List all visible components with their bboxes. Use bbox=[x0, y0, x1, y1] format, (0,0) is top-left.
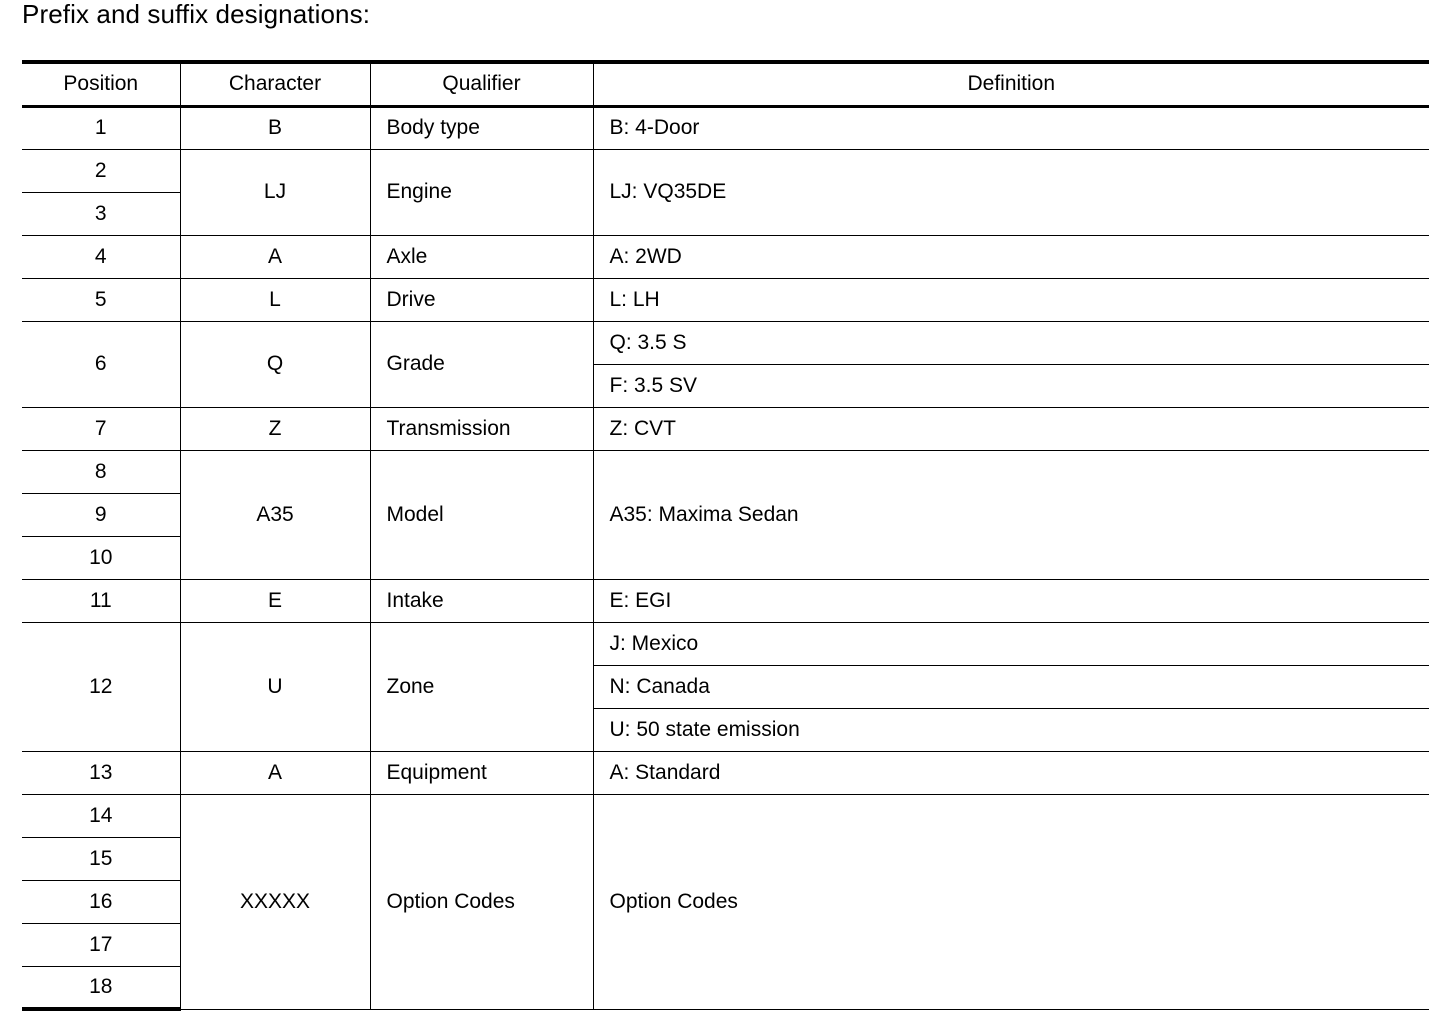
character-cell: LJ bbox=[180, 149, 370, 235]
position-cell: 11 bbox=[22, 579, 180, 622]
qualifier-cell: Transmission bbox=[370, 407, 593, 450]
position-cell: 7 bbox=[22, 407, 180, 450]
character-cell: B bbox=[180, 106, 370, 149]
position-cell: 10 bbox=[22, 536, 180, 579]
table-row bbox=[22, 450, 1429, 493]
position-cell: 16 bbox=[22, 880, 180, 923]
qualifier-cell: Option Codes bbox=[370, 794, 593, 1009]
position-cell: 3 bbox=[22, 192, 180, 235]
character-cell: E bbox=[180, 579, 370, 622]
qualifier-cell: Body type bbox=[370, 106, 593, 149]
qualifier-cell: Drive bbox=[370, 278, 593, 321]
position-cell: 1 bbox=[22, 106, 180, 149]
qualifier-cell: Grade bbox=[370, 321, 593, 407]
definition-cell: L: LH bbox=[593, 278, 1429, 321]
position-cell: 6 bbox=[22, 321, 180, 407]
table-row bbox=[22, 321, 1429, 364]
definition-cell: Z: CVT bbox=[593, 407, 1429, 450]
character-cell: XXXXX bbox=[180, 794, 370, 1009]
definition-cell: F: 3.5 SV bbox=[593, 364, 1429, 407]
position-cell: 2 bbox=[22, 149, 180, 192]
position-cell: 18 bbox=[22, 966, 180, 1009]
definition-cell: A: 2WD bbox=[593, 235, 1429, 278]
table-row bbox=[22, 622, 1429, 665]
position-cell: 12 bbox=[22, 622, 180, 751]
definition-cell: Q: 3.5 S bbox=[593, 321, 1429, 364]
definition-cell: Option Codes bbox=[593, 794, 1429, 1009]
header-definition: Definition bbox=[593, 62, 1429, 106]
table-header-row bbox=[22, 62, 1429, 106]
table-row bbox=[22, 278, 1429, 321]
definition-cell: B: 4-Door bbox=[593, 106, 1429, 149]
position-cell: 8 bbox=[22, 450, 180, 493]
qualifier-cell: Equipment bbox=[370, 751, 593, 794]
position-cell: 17 bbox=[22, 923, 180, 966]
character-cell: U bbox=[180, 622, 370, 751]
header-character: Character bbox=[180, 62, 370, 106]
table-row bbox=[22, 751, 1429, 794]
table-row bbox=[22, 149, 1429, 192]
character-cell: Z bbox=[180, 407, 370, 450]
definition-cell: J: Mexico bbox=[593, 622, 1429, 665]
header-qualifier: Qualifier bbox=[370, 62, 593, 106]
page-title: Prefix and suffix designations: bbox=[22, 0, 371, 29]
table-row bbox=[22, 794, 1429, 837]
definition-cell: A35: Maxima Sedan bbox=[593, 450, 1429, 579]
definition-cell: E: EGI bbox=[593, 579, 1429, 622]
qualifier-cell: Engine bbox=[370, 149, 593, 235]
position-cell: 4 bbox=[22, 235, 180, 278]
character-cell: Q bbox=[180, 321, 370, 407]
character-cell: L bbox=[180, 278, 370, 321]
table-row bbox=[22, 579, 1429, 622]
position-cell: 13 bbox=[22, 751, 180, 794]
character-cell: A35 bbox=[180, 450, 370, 579]
position-cell: 5 bbox=[22, 278, 180, 321]
table-row bbox=[22, 106, 1429, 149]
qualifier-cell: Axle bbox=[370, 235, 593, 278]
character-cell: A bbox=[180, 751, 370, 794]
definition-cell: U: 50 state emission bbox=[593, 708, 1429, 751]
position-cell: 14 bbox=[22, 794, 180, 837]
header-position: Position bbox=[22, 62, 180, 106]
character-cell: A bbox=[180, 235, 370, 278]
definition-cell: LJ: VQ35DE bbox=[593, 149, 1429, 235]
definition-cell: N: Canada bbox=[593, 665, 1429, 708]
table-row bbox=[22, 235, 1429, 278]
position-cell: 9 bbox=[22, 493, 180, 536]
qualifier-cell: Zone bbox=[370, 622, 593, 751]
table-row bbox=[22, 407, 1429, 450]
qualifier-cell: Model bbox=[370, 450, 593, 579]
designation-table bbox=[22, 60, 1429, 1011]
qualifier-cell: Intake bbox=[370, 579, 593, 622]
position-cell: 15 bbox=[22, 837, 180, 880]
definition-cell: A: Standard bbox=[593, 751, 1429, 794]
